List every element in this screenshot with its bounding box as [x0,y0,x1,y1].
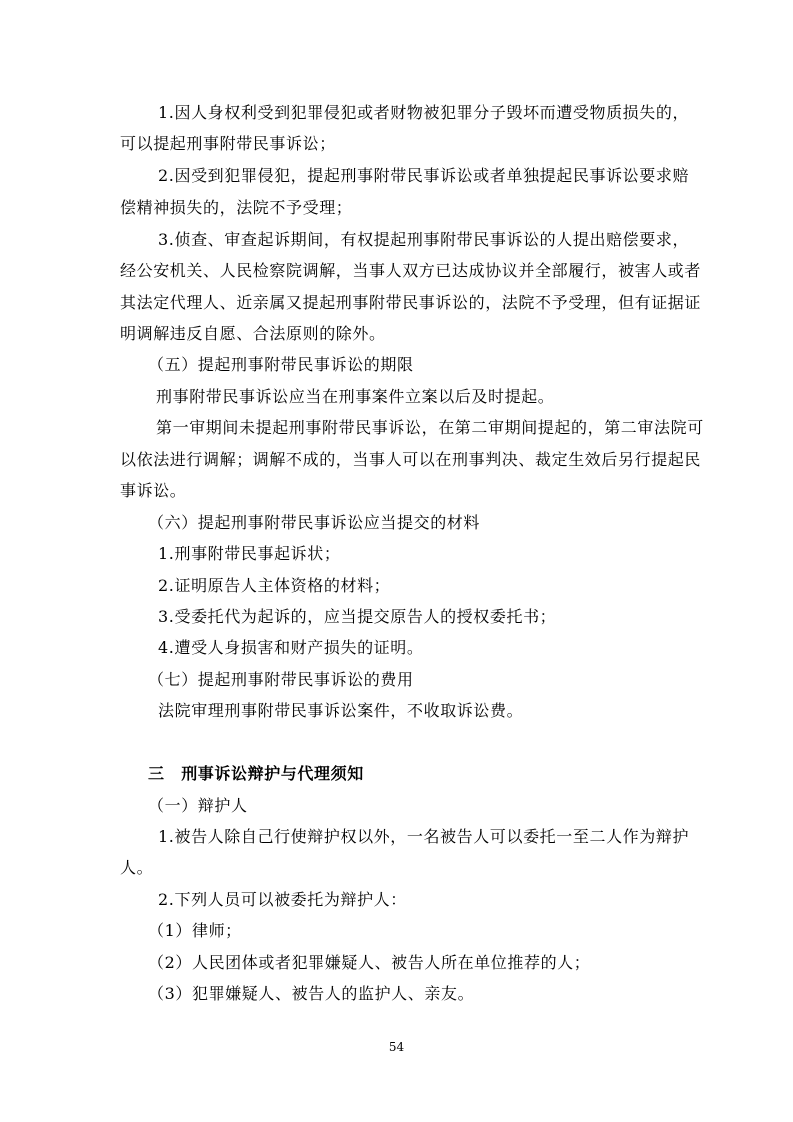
paragraph-line: 事诉讼。 [120,481,187,500]
paragraph-line: 可以提起刑事附带民事诉讼； [120,134,336,153]
paragraph-line: 1.被告人除自己行使辩护权以外，一名被告人可以委托一至二人作为辩护 [158,827,690,846]
section-heading: （六）提起刑事附带民事诉讼应当提交的材料 [148,513,481,532]
paragraph-line: 其法定代理人、近亲属又提起刑事附带民事诉讼的，法院不予受理，但有证据证 [120,293,702,312]
list-item: （2）人民团体或者犯罪嫌疑人、被告人所在单位推荐的人； [148,953,591,972]
paragraph-line: 2.下列人员可以被委托为辩护人： [158,890,407,909]
list-item: （1）律师； [148,921,242,940]
paragraph-line: 明调解违反自愿、合法原则的除外。 [120,324,386,343]
paragraph-line: 偿精神损失的，法院不予受理； [120,198,353,217]
list-item: 4.遭受人身损害和财产损失的证明。 [158,638,424,657]
paragraph-line: 法院审理刑事附带民事诉讼案件，不收取诉讼费。 [158,701,524,720]
list-item: 3.受委托代为起诉的，应当提交原告人的授权委托书； [158,607,557,626]
section-heading: （七）提起刑事附带民事诉讼的费用 [148,670,414,689]
paragraph-line: 刑事附带民事诉讼应当在刑事案件立案以后及时提起。 [156,387,555,406]
paragraph-line: 以依法进行调解；调解不成的，当事人可以在刑事判决、裁定生效后另行提起民 [120,450,702,469]
paragraph-line: 第一审期间未提起刑事附带民事诉讼，在第二审期间提起的，第二审法院可 [156,418,704,437]
section-heading: （一）辩护人 [148,796,248,815]
list-item: 1.刑事附带民事起诉状； [158,544,341,563]
paragraph-line: 2.因受到犯罪侵犯，提起刑事附带民事诉讼或者单独提起民事诉讼要求赔 [158,166,690,185]
paragraph-line: 3.侦查、审查起诉期间，有权提起刑事附带民事诉讼的人提出赔偿要求， [158,230,690,249]
section-heading: （五）提起刑事附带民事诉讼的期限 [148,355,414,374]
chapter-heading: 三 刑事诉讼辩护与代理须知 [148,764,364,783]
list-item: （3）犯罪嫌疑人、被告人的监护人、亲友。 [148,984,475,1003]
list-item: 2.证明原告人主体资格的材料； [158,576,391,595]
paragraph-line: 经公安机关、人民检察院调解，当事人双方已达成协议并全部履行，被害人或者 [120,261,702,280]
paragraph-line: 人。 [120,858,154,877]
page-number: 54 [388,1040,405,1054]
paragraph-line: 1.因人身权利受到犯罪侵犯或者财物被犯罪分子毁坏而遭受物质损失的， [158,103,690,122]
